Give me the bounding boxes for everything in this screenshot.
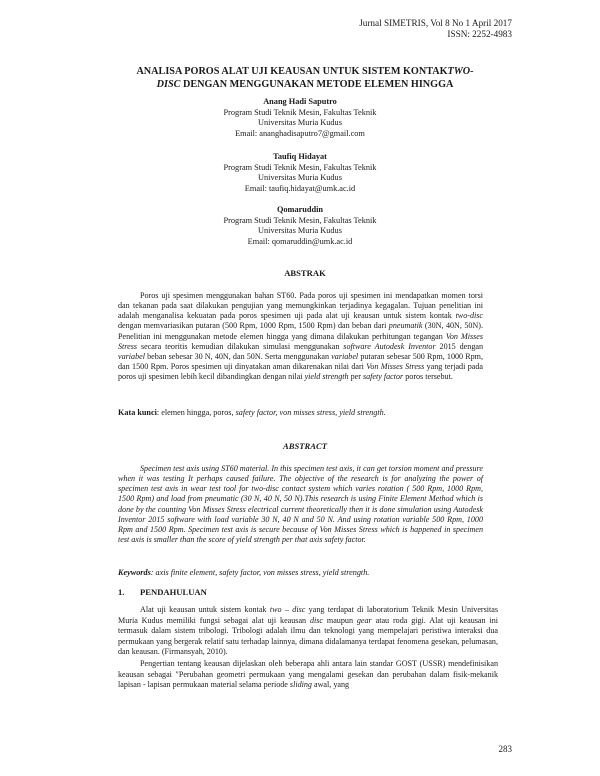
author-email: Email: qomaruddin@umk.ac.id (247, 236, 353, 246)
issn: ISSN: 2252-4983 (447, 29, 512, 39)
author-1 (150, 97, 450, 139)
abstract-body: Specimen test axis using ST60 material. In this specimen test axis, it can get torsion moment and pressure when it was testing It perhaps caused failure. The objective of the research is for analyzing the power of specimen test axis in wear test tool for two-disc contact system which varies rotation ( 500 Rpm, 1000 Rpm, 1500 Rpm) and load from pneumatic (30 N, 40 N, 50 N).This research is using Finite Element Method which is done by the counting Von Misses Stress electrical current theoretically then it is done simulation using Autodesk Inventor 2015 software with load variable 30 N, 40 N and 50 N. And using rotation variable 500 Rpm, 1000 Rpm and 1500 Rpm. Specimen test axis is secure because of Von Misses Stress which is happened in specimen test axis is smaller than the score of yield strength per that axis safety factor. (118, 464, 483, 545)
kata-kunci: Kata kunci: elemen hingga, poros, safety factor, von misses stress, yield strength. (118, 408, 386, 417)
author-2 (150, 152, 450, 194)
body-paragraph-1: Alat uji keausan untuk sistem kontak two – disc yang terdapat di laboratorium Teknik Mesin Universitas Muria Kudus memiliki fungsi sebagai alat uji keausan disc maupun gear atau roda gigi. Alat uji keausan ini termasuk dalam sistem tribologi. Tribologi adalah ilmu dan teknologi yang mempelajari peristiwa interaksi dua permukaan yang bergerak relatif satu terhadap lainnya, dimana didalamanya terdapat fenomena gesekan, pelumasan, dan keausan. (Firmansyah, 2010). (118, 605, 499, 656)
paper-title: ANALISA POROS ALAT UJI KEAUSAN UNTUK SISTEM KONTAKTWO- DISC DENGAN MENGGUNAKAN METODE ELEMEN HINGGA (136, 66, 474, 90)
page-number: 283 (498, 744, 512, 754)
author-program: Program Studi Teknik Mesin, Fakultas Teknik (223, 215, 377, 225)
author-email: Email: ananghadisaputro7@gmail.com (235, 128, 365, 138)
keywords: Keywords: axis finite element, safety factor, von misses stress, yield strength. (118, 568, 370, 577)
author-email: Email: taufiq.hidayat@umk.ac.id (244, 183, 356, 193)
author-name: Anang Hadi Saputro (263, 97, 337, 106)
running-header (359, 18, 512, 40)
author-name: Qomaruddin (276, 205, 324, 214)
abstrak-body: Poros uji spesimen menggunakan bahan ST60. Pada poros uji spesimen ini mendapatkan momen torsi dan tekanan pada saat dilakukan pengujian yang memungkinkan terjadinya kegagalan. Tujuan penelitian ini adalah menganalisa kekuatan pada poros spesimen uji pada alat uji keausan untuk sistem kontak two-disc dengan memvariasikan putaran (500 Rpm, 1000 Rpm, 1500 Rpm) dan beban dari pneumatik (30N, 40N, 50N). Penelitian ini menggunakan metode elemen hingga yang dimana dilakukan perhitungan tegangan Von Misses Stress secara teoritis kemudian dilakukan simulasi menggunakan software Autodesk Inventor 2015 dengan variabel beban sebesar 30 N, 40N, dan 50N. Serta menggunakan variabel putaran sebesar 500 Rpm, 1000 Rpm, dan 1500 Rpm. Poros spesimen uji dinyatakan aman dikarenakan nilai dari Von Misses Stress yang terjadi pada poros uji spesimen lebih kecil dibandingkan dengan nilai yield strength per safety factor poros tersebut. (118, 291, 484, 382)
author-university: Universitas Muria Kudus (258, 226, 342, 235)
body-paragraph-2: Pengertian tentang keausan dijelaskan oleh beberapa ahli antara lain standar GOST (USSR) mendefinisikan keausan sebagai "Perubahan geometri permukaan yang mengalami gesekan dan perubahan dalam fisik-mekanik lapisan - lapisan permukaan material selama periode sliding awal, yang (118, 659, 498, 689)
abstract-heading: ABSTRACT (283, 441, 327, 451)
author-program: Program Studi Teknik Mesin, Fakultas Teknik (223, 107, 377, 117)
author-3 (150, 205, 450, 247)
abstrak-heading: ABSTRAK (284, 268, 326, 278)
author-university: Universitas Muria Kudus (258, 118, 342, 127)
author-name: Taufiq Hidayat (273, 152, 327, 161)
journal-info: Jurnal SIMETRIS, Vol 8 No 1 April 2017 (359, 18, 512, 28)
author-university: Universitas Muria Kudus (258, 173, 342, 182)
author-program: Program Studi Teknik Mesin, Fakultas Teknik (223, 162, 377, 172)
section-heading: 1. PENDAHULUAN (118, 587, 207, 597)
